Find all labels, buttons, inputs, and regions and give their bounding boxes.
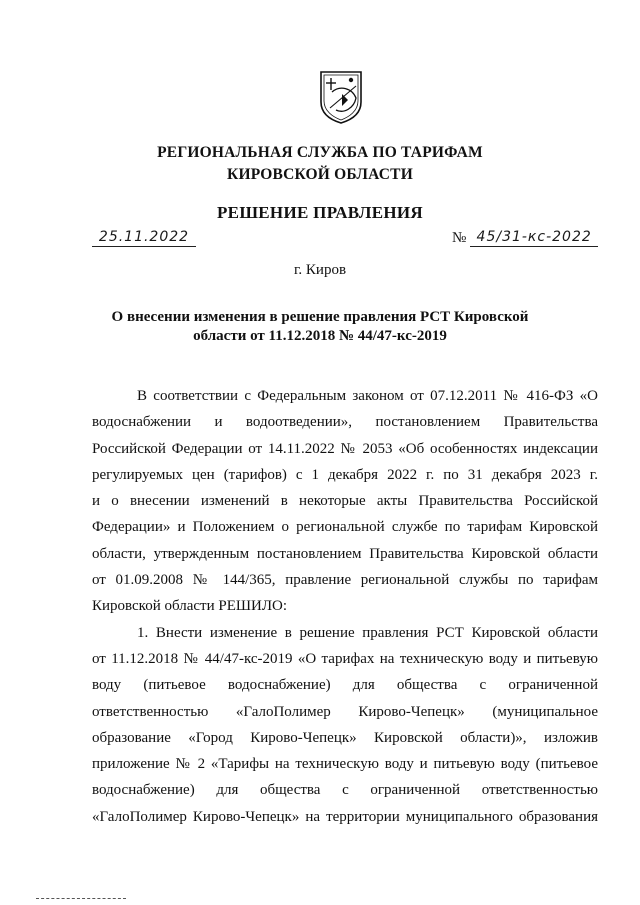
body-line: воду (питьевое водоснабжение) для общества с ограниченной [92,677,598,694]
body-line: водоснабжение) для общества с ограниченной ответственностью [92,782,598,799]
body-line: приложение № 2 «Тарифы на техническую воду и питьевую воду (питьевое [92,756,598,773]
body-line: области, утвержденным постановлением Правительства Кировской области [92,545,598,562]
body-line: водоснабжении и водоотведении», постановлением Правительства [92,414,598,431]
number-sign: № [452,230,467,246]
org-name-line1: РЕГИОНАЛЬНАЯ СЛУЖБА ПО ТАРИФАМ [157,144,483,161]
body-line: ответственностью «ГалоПолимер Кирово-Чепецк» (муниципальное [92,703,598,720]
body-line: Кировской области РЕШИЛО: [92,598,288,615]
org-name-line2: КИРОВСКОЙ ОБЛАСТИ [227,166,413,183]
body-line: образование «Город Кирово-Чепецк» Кировской области)», изложив [92,729,598,746]
body-line: от 01.09.2008 № 144/365, правление региональной службы по тарифам [92,572,598,589]
body-line: Российской Федерации от 14.11.2022 № 2053 «Об особенностях индексации [92,440,598,457]
body-line: от 11.12.2018 № 44/47-кс-2019 «О тарифах на техническую воду и питьевую [92,650,598,667]
body-line: и о внесении изменений в некоторые акты Правительства Российской [92,493,598,510]
page-footer-mark [36,898,126,899]
subject-line1: О внесении изменения в решение правления РСТ Кировской [111,309,529,325]
body-line: Федерации» и Положением о региональной службе по тарифам Кировской [92,519,598,536]
body-line: регулируемых цен (тарифов) с 1 декабря 2022 г. по 31 декабря 2023 г. [92,466,598,483]
document-number-field [452,229,598,247]
body-line: 1. Внести изменение в решение правления РСТ Кировской области [137,624,598,641]
document-body [92,383,598,830]
city-label: г. Киров [293,262,347,278]
document-number: 45/31-кс-2022 [470,229,598,247]
body-line: «ГалоПолимер Кирово-Чепецк» на территории муниципального образования [92,808,598,825]
body-line: В соответствии с Федеральным законом от 07.12.2011 № 416-ФЗ «О [137,388,598,404]
subject-line2: области от 11.12.2018 № 44/47-кс-2019 [193,328,447,344]
document-date: 25.11.2022 [92,229,196,247]
document-type-title: РЕШЕНИЕ ПРАВЛЕНИЯ [217,203,423,222]
coat-of-arms-icon [318,70,364,124]
